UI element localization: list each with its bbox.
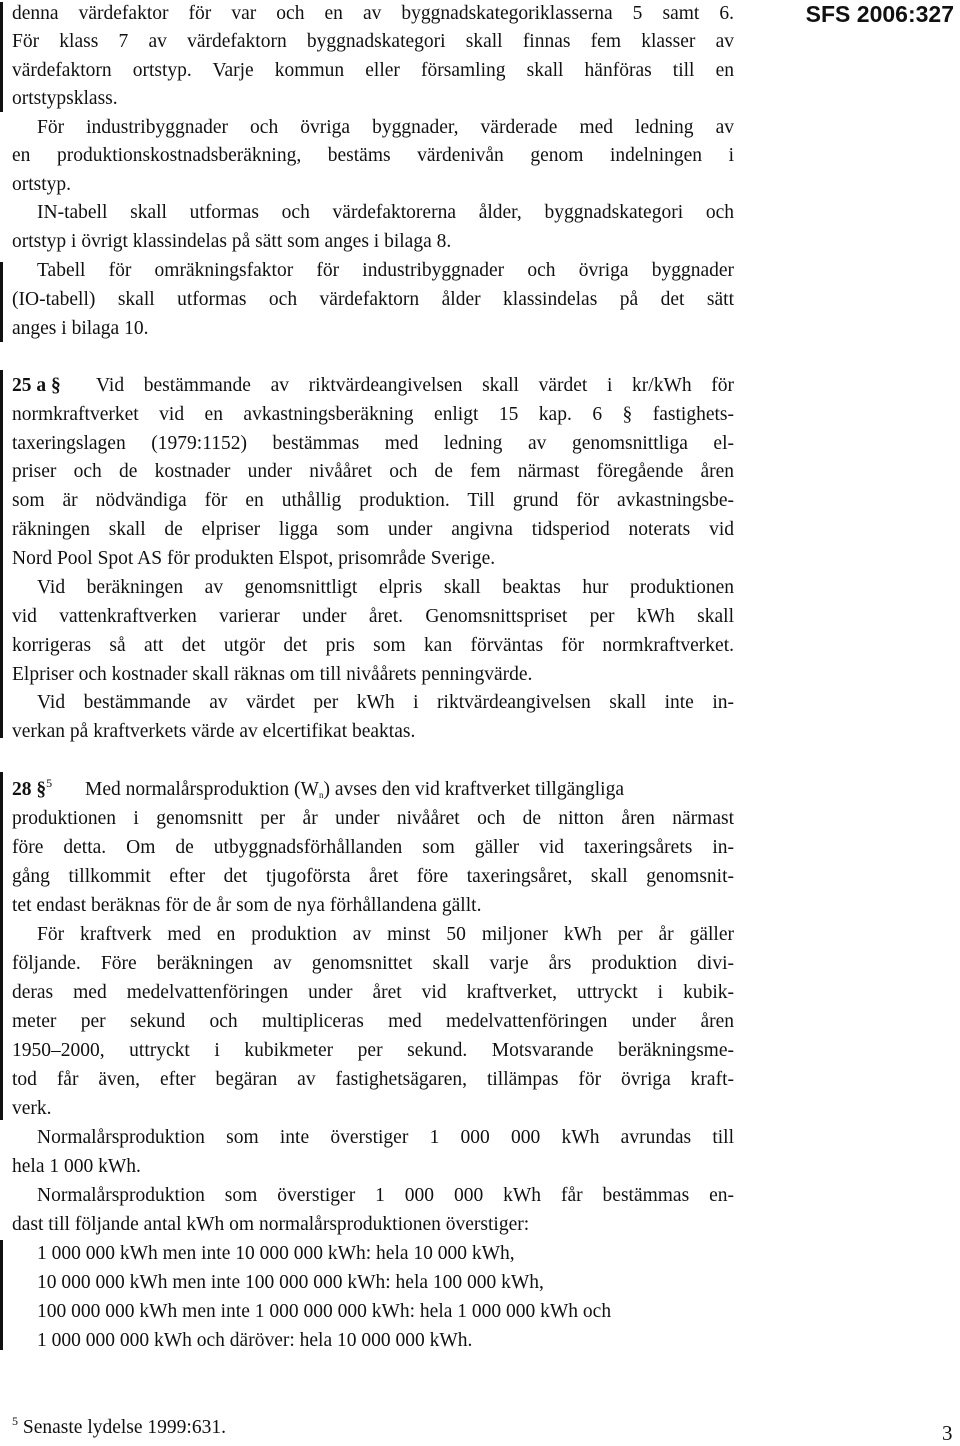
section-number-text: 28 § [12,779,47,800]
text-line: För kraftverk med en produktion av minst 50 miljoner kWh per år gäller [37,924,734,945]
text-line: denna värdefaktor för var och en av byggnadskategoriklasserna 5 samt 6. [12,3,734,24]
text-line: (IO-tabell) skall utformas och värdefaktorn ålder klassindelas på det sätt [12,289,734,310]
text-line: tod får även, efter begäran av fastighetsägaren, tillämpas för övriga kraft- [12,1069,734,1090]
text-line: Nord Pool Spot AS för produkten Elspot, prisområde Sverige. [12,548,496,569]
text-line: hela 1 000 kWh. [12,1156,141,1177]
list-item: 1 000 000 kWh men inte 10 000 000 kWh: hela 10 000 kWh, [37,1243,515,1264]
footnote-marker: 5 [12,1414,18,1428]
text-line: För klass 7 av värdefaktorn byggnadskategori skall finnas fem klasser av [12,31,734,52]
text-line: normkraftverket vid en avkastningsberäkning enligt 15 kap. 6 § fastighets- [12,404,734,425]
change-bar [0,370,3,738]
footnote-ref: 5 [46,776,53,790]
change-bar [0,1240,3,1350]
text-line: deras med medelvattenföringen under året vid kraftverket, uttryckt i kubik- [12,982,734,1003]
text-line: verkan på kraftverkets värde av elcertifikat beaktas. [12,721,416,742]
footnote-text: Senaste lydelse 1999:631. [22,1417,226,1438]
list-item: 1 000 000 000 kWh och däröver: hela 10 000 000 kWh. [37,1330,473,1351]
text-line: vid vattenkraftverken varierar under året. Genomsnittspriset per kWh skall [12,606,734,627]
text-line: anges i bilaga 10. [12,318,149,339]
text-line: som är nödvändiga för en uthållig produktion. Till grund för avkastningsbe- [12,490,734,511]
text-line: meter per sekund och multipliceras med medelvattenföringen under åren [12,1011,734,1032]
text-line: produktionen i genomsnitt per år under nivååret och de nitton åren närmast [12,808,734,829]
text-line: För industribyggnader och övriga byggnader, värderade med ledning av [37,117,734,138]
text-line: dast till följande antal kWh om normalårsproduktionen överstiger: [12,1214,530,1235]
change-bar [0,772,3,1120]
text-line: ortstypsklass. [12,88,118,109]
text-line: Vid beräkningen av genomsnittligt elpris skall beaktas hur produktionen [37,577,734,598]
text-line: Normalårsproduktion som inte överstiger 1 000 000 kWh avrundas till [37,1127,734,1148]
text-line: IN-tabell skall utformas och värdefaktorerna ålder, byggnadskategori och [37,202,734,223]
list-item: 10 000 000 kWh men inte 100 000 000 kWh: hela 100 000 kWh, [37,1272,544,1293]
text-line: följande. Före beräkningen av genomsnittet skall varje års produktion divi- [12,953,734,974]
text-line: före detta. Om de utbyggnadsförhållanden som gäller vid taxeringsårets in- [12,837,734,858]
subscript: n [318,790,324,800]
section-number [12,776,52,804]
text-line: Normalårsproduktion som överstiger 1 000 000 kWh får bestämmas en- [37,1185,734,1206]
text-line: tet endast beräknas för de år som de nya förhållandena gällt. [12,895,482,916]
footnote [12,1415,226,1441]
section-number: 25 a § [12,375,61,396]
text-line: Elpriser och kostnader skall räknas om till nivåårets penningvärde. [12,664,533,685]
text-line: 1950–2000, uttryckt i kubikmeter per sekund. Motsvarande beräkningsme- [12,1040,734,1061]
text-line: taxeringslagen (1979:1152) bestämmas med ledning av genomsnittliga el- [12,433,734,454]
change-bar [0,262,3,342]
page-number: 3 [942,1421,953,1445]
text-line: ortstyp. [12,174,72,195]
text-line: Tabell för omräkningsfaktor för industribyggnader och övriga byggnader [37,260,734,281]
text-line: priser och de kostnader under nivååret och de fem närmast föregående åren [12,461,734,482]
list-item: 100 000 000 kWh men inte 1 000 000 000 kWh: hela 1 000 000 kWh och [37,1301,612,1322]
text-line: ortstyp i övrigt klassindelas på sätt som anges i bilaga 8. [12,231,452,252]
text-line: korrigeras så att det utgör det pris som kan förväntas för normkraftverket. [12,635,734,656]
text-line: räkningen skall de elpriser ligga som under angivna tidsperiod noterats vid [12,519,734,540]
text-line: gång tillkommit efter det tjugoförsta året före taxeringsåret, skall genomsnit- [12,866,734,887]
text-line: en produktionskostnadsberäkning, bestäms värdenivån genom indelningen i [12,145,734,166]
text-line: Vid bestämmande av värdet per kWh i riktvärdeangivelsen skall inte in- [37,692,734,713]
change-bar [0,2,3,112]
text-line: verk. [12,1098,52,1119]
sfs-number: SFS 2006:327 [805,1,954,27]
text-line: Vid bestämmande av riktvärdeangivelsen skall värdet i kr/kWh för [96,375,734,396]
text-line [85,776,734,804]
text-line: värdefaktorn ortstyp. Varje kommun eller församling skall hänföras till en [12,60,734,81]
text-fragment: Med normalårsproduktion $(W_n)$ avses den vid kraftverket tillgängliga [85,779,624,800]
